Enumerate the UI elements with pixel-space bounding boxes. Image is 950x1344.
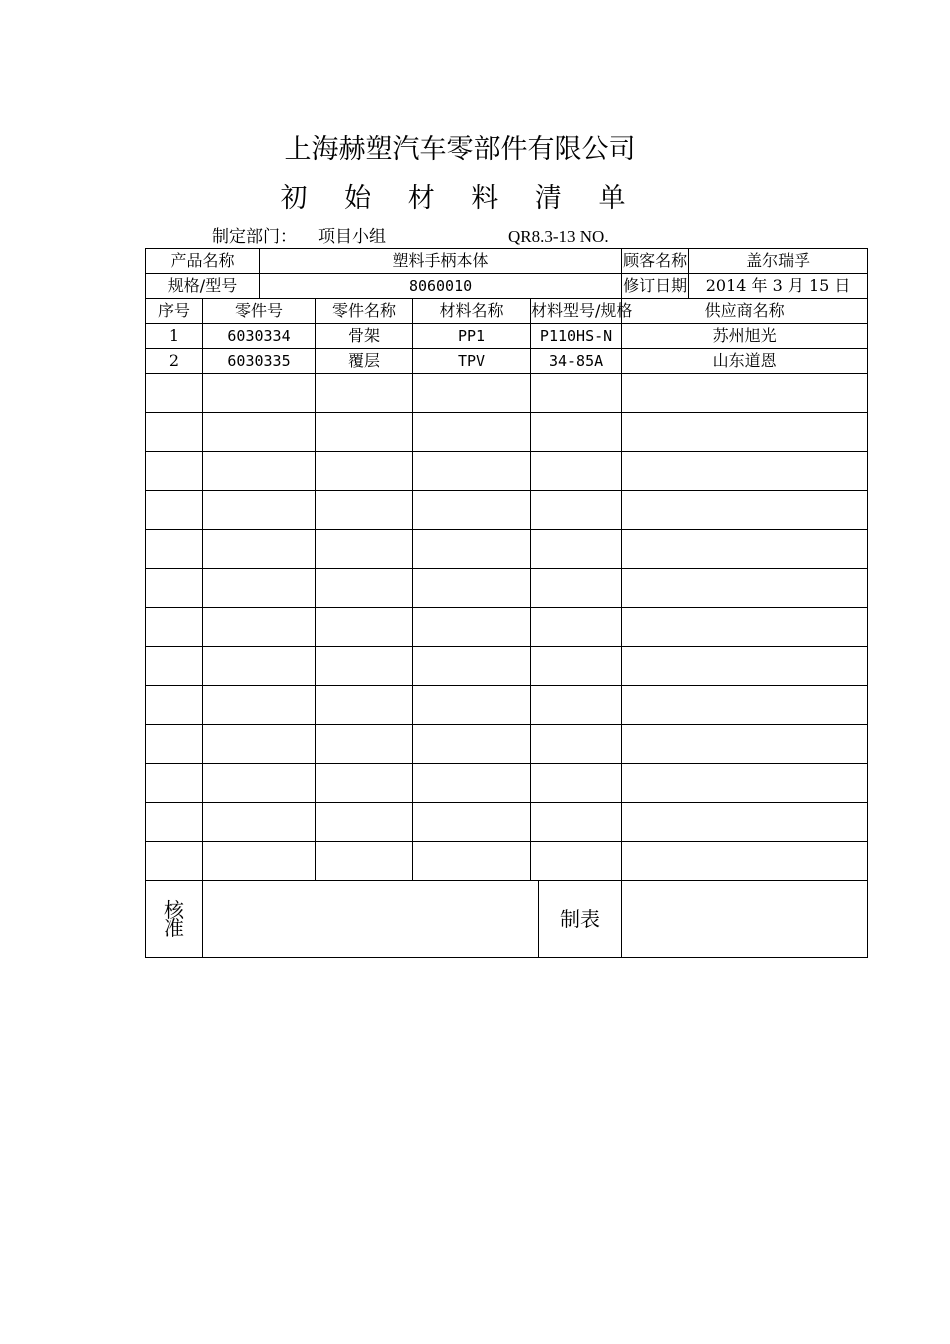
empty-row <box>146 803 868 842</box>
material-name: TPV <box>413 349 531 374</box>
empty-row <box>146 413 868 452</box>
supplier-name: 苏州旭光 <box>622 324 868 349</box>
part-name: 骨架 <box>316 324 413 349</box>
empty-row <box>146 725 868 764</box>
dept-value: 项目小组 <box>318 226 406 249</box>
empty-row <box>146 491 868 530</box>
product-name-label: 产品名称 <box>146 249 260 274</box>
row-index: 1 <box>146 324 203 349</box>
material-name: PP1 <box>413 324 531 349</box>
column-header: 零件名称 <box>316 299 413 324</box>
spec-row <box>146 274 868 299</box>
empty-row <box>146 569 868 608</box>
approve-label-line2: 准 <box>164 916 184 940</box>
empty-row <box>146 452 868 491</box>
supplier-name: 山东道恩 <box>622 349 868 374</box>
empty-row <box>146 686 868 725</box>
row-index: 2 <box>146 349 203 374</box>
column-header-row <box>146 299 868 324</box>
prepared-label: 制表 <box>539 881 622 958</box>
table-row <box>146 349 868 374</box>
dept-label: 制定部门： <box>212 227 297 247</box>
empty-row <box>146 842 868 881</box>
approve-label <box>146 881 203 958</box>
document-number: QR8.3-13 NO. <box>508 226 684 249</box>
revision-date: 2014 年 3 月 15 日 <box>689 274 868 299</box>
part-number: 6030335 <box>203 349 316 374</box>
column-header: 材料名称 <box>413 299 531 324</box>
empty-row <box>146 608 868 647</box>
customer-value: 盖尔瑞孚 <box>689 249 868 274</box>
materials-table <box>145 248 868 958</box>
material-spec: P110HS-N <box>531 324 622 349</box>
material-spec: 34-85A <box>531 349 622 374</box>
part-name: 覆层 <box>316 349 413 374</box>
table-row <box>146 324 868 349</box>
company-name: 上海赫塑汽车零部件有限公司 <box>284 134 636 165</box>
product-name-value: 塑料手柄本体 <box>260 249 622 274</box>
empty-row <box>146 374 868 413</box>
product-row <box>146 249 868 274</box>
column-header: 供应商名称 <box>622 299 868 324</box>
document-title: 初 始 材 料 清 单 <box>280 183 640 214</box>
prepared-signature-field <box>622 881 868 958</box>
spec-value: 8060010 <box>260 274 622 299</box>
customer-label: 顾客名称 <box>622 249 689 274</box>
empty-row <box>146 764 868 803</box>
spec-label: 规格/型号 <box>146 274 260 299</box>
approve-label-line1: 核 <box>164 898 184 922</box>
column-header: 序号 <box>146 299 203 324</box>
empty-row <box>146 647 868 686</box>
empty-row <box>146 530 868 569</box>
approve-signature-field <box>203 881 539 958</box>
signature-row <box>146 881 868 958</box>
column-header: 材料型号/规格 <box>531 299 622 324</box>
column-header: 零件号 <box>203 299 316 324</box>
revision-label: 修订日期 <box>622 274 689 299</box>
part-number: 6030334 <box>203 324 316 349</box>
